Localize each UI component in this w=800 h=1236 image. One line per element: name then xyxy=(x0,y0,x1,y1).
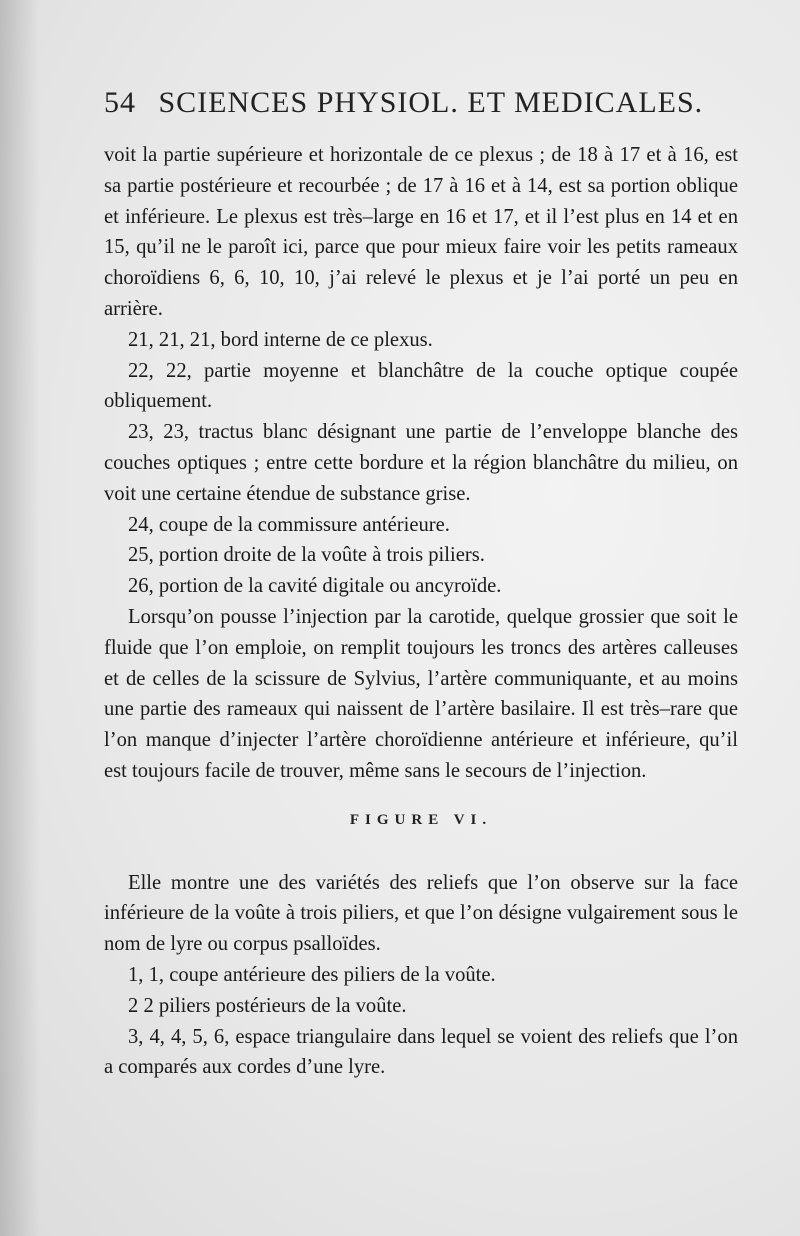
paragraph: 24, coupe de la commissure antérieure. xyxy=(128,513,450,536)
paragraph: 22, 22, partie moyenne et blanchâtre de la couche optique coupée obliquement. xyxy=(104,359,738,413)
page-edge-shadow xyxy=(0,0,40,1236)
paragraph: 3, 4, 4, 5, 6, espace triangulaire dans lequel se voient des reliefs que l’on a comparés aux cordes d’une lyre. xyxy=(104,1025,738,1079)
paragraph: 21, 21, 21, bord interne de ce plexus. xyxy=(128,328,433,351)
page-number: 54 xyxy=(104,86,136,119)
paragraph: 25, portion droite de la voûte à trois piliers. xyxy=(128,544,485,567)
page-body xyxy=(104,140,738,1083)
running-header xyxy=(104,86,704,120)
running-title: SCIENCES PHYSIOL. ET MEDICALES. xyxy=(158,86,704,119)
paragraph: 26, portion de la cavité digitale ou ancyroïde. xyxy=(128,575,502,598)
section-title: FIGURE VI. xyxy=(349,811,493,828)
paragraph: voit la partie supérieure et horizontale de ce plexus ; de 18 à 17 et à 16, est sa partie postérieure et recourbée ; de 17 à 16 et à 14, est sa portion oblique et inférieure. Le plexus est très–large en 16 et 17, et il l’est plus en 14 et en 15, qu’il ne le paroît ici, parce que pour mieux faire voir les petits rameaux choroïdiens 6, 6, 10, 10, j’ai relevé le plexus et je l’ai porté un peu en arrière. xyxy=(104,144,738,320)
paragraph: Lorsqu’on pousse l’injection par la carotide, quelque grossier que soit le fluide que l’on emploie, on remplit toujours les troncs des artères calleuses et de celles de la scissure de Sylvius, l’artère communiquante, et au moins une partie des rameaux qui naissent de l’artère basilaire. Il est très–rare que l’on manque d’injecter l’artère choroïdienne antérieure et inférieure, qu’il est toujours facile de trouver, même sans le secours de l’injection. xyxy=(104,605,738,782)
paragraph: 1, 1, coupe antérieure des piliers de la voûte. xyxy=(128,963,496,986)
paragraph: 2 2 piliers postérieurs de la voûte. xyxy=(128,994,407,1017)
paragraph: Elle montre une des variétés des reliefs que l’on observe sur la face inférieure de la voûte à trois piliers, et que l’on désigne vulgairement sous le nom de lyre ou corpus psalloïdes. xyxy=(104,871,738,956)
paragraph: 23, 23, tractus blanc désignant une partie de l’enveloppe blanche des couches optiques ; entre cette bordure et la région blanchâtre du milieu, on voit une certaine étendue de substance grise. xyxy=(104,421,738,505)
